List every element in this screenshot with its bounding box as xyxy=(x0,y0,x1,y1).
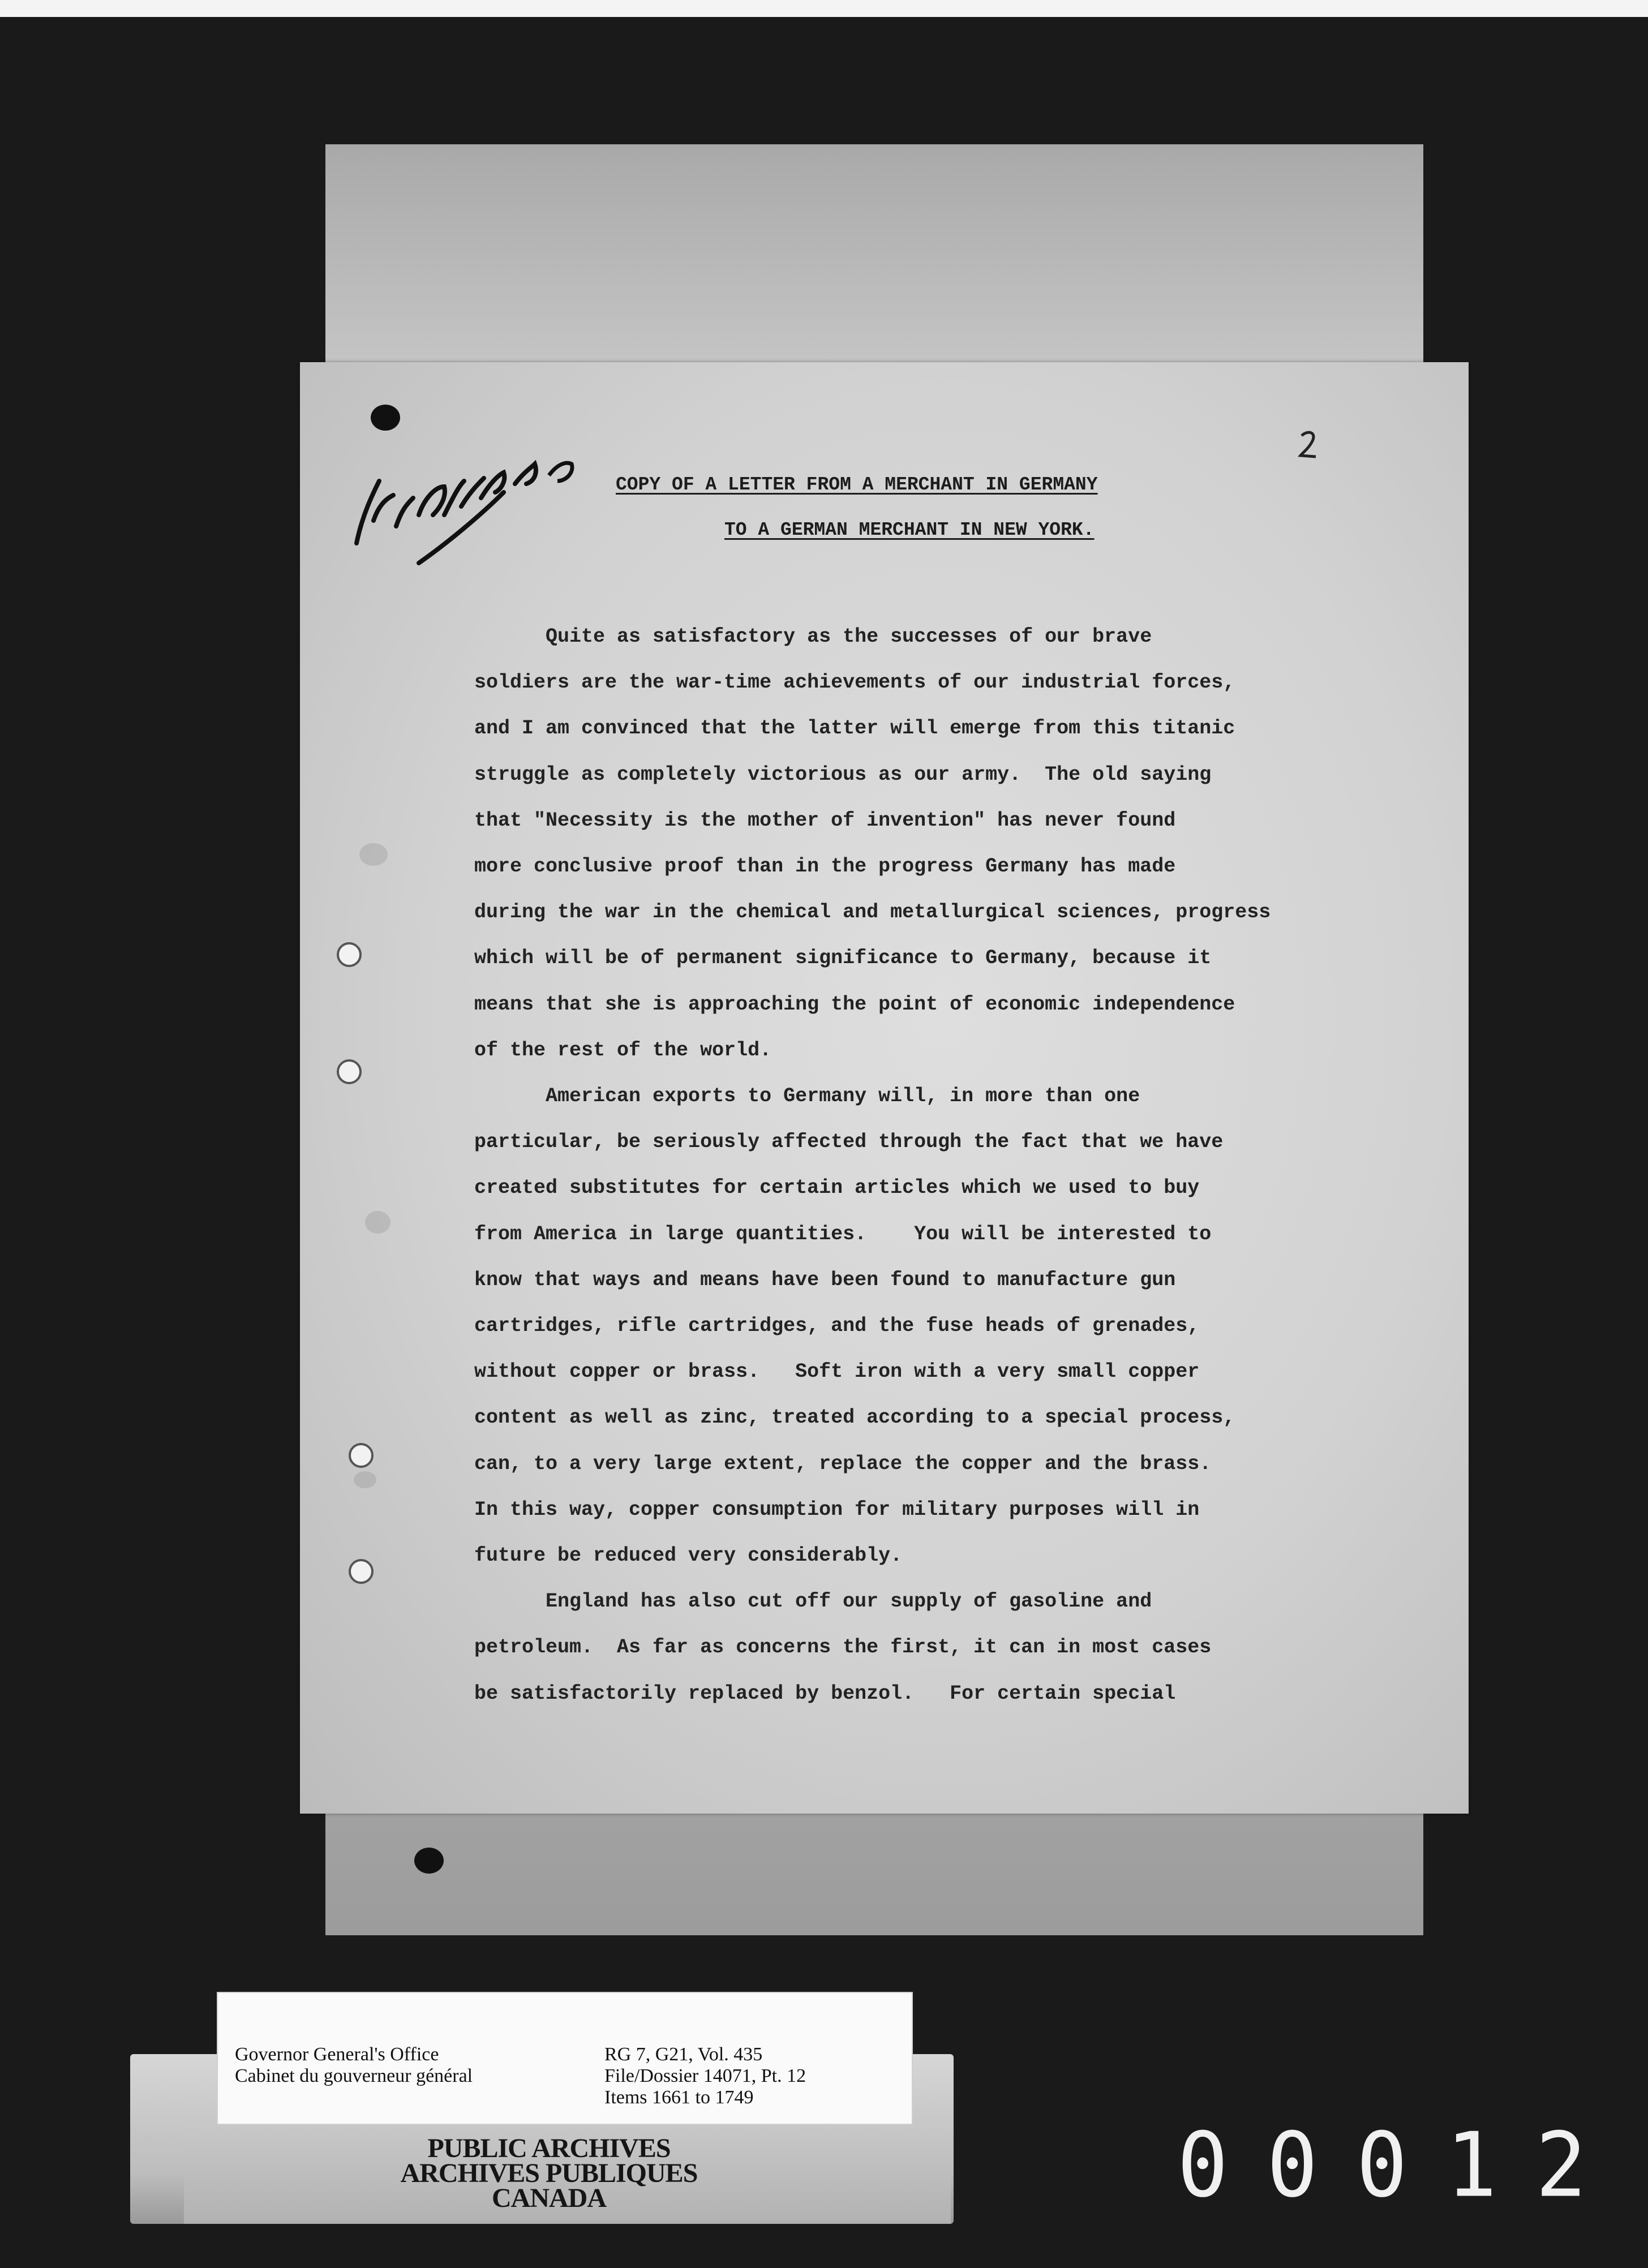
reference-items: Items 1661 to 1749 xyxy=(604,2087,754,2108)
stamp-line3: CANADA xyxy=(492,2183,606,2213)
archive-office xyxy=(235,2044,473,2087)
body-line: be satisfactorily replaced by benzol. For certain special xyxy=(474,1682,1176,1705)
body-line: content as well as zinc, treated according to a special process, xyxy=(474,1406,1235,1429)
punch-hole-top xyxy=(371,405,400,431)
letter-body xyxy=(474,614,1414,1717)
public-archives-stamp xyxy=(362,2133,736,2213)
smudge xyxy=(365,1211,390,1234)
office-french: Cabinet du gouverneur général xyxy=(235,2065,473,2086)
letter-title-line1: COPY OF A LETTER FROM A MERCHANT IN GERMANY xyxy=(616,474,1098,495)
body-line: means that she is approaching the point of economic independence xyxy=(474,993,1235,1016)
handwritten-note xyxy=(334,430,583,566)
body-line: without copper or brass. Soft iron with a very small copper xyxy=(474,1360,1200,1384)
body-line: England has also cut off our supply of gasoline and xyxy=(474,1590,1152,1613)
body-line: more conclusive proof than in the progress Germany has made xyxy=(474,855,1176,878)
punch-hole xyxy=(349,1559,374,1584)
punch-hole xyxy=(337,1059,362,1084)
body-line: struggle as completely victorious as our army. The old saying xyxy=(474,763,1212,786)
body-line: of the rest of the world. xyxy=(474,1038,772,1062)
punch-hole xyxy=(337,942,362,967)
office-english: Governor General's Office xyxy=(235,2044,439,2065)
body-line: cartridges, rifle cartridges, and the fuse heads of grenades, xyxy=(474,1315,1200,1338)
body-line: from America in large quantities. You will be interested to xyxy=(474,1222,1212,1245)
page-mark xyxy=(1296,427,1324,461)
frame-number: 00012 xyxy=(1177,2114,1625,2218)
stamp-line1: PUBLIC ARCHIVES xyxy=(427,2133,671,2163)
smudge xyxy=(354,1471,376,1488)
letter-title-line2: TO A GERMAN MERCHANT IN NEW YORK. xyxy=(724,519,1095,540)
body-line: know that ways and means have been found to manufacture gun xyxy=(474,1268,1176,1291)
body-line: future be reduced very considerably. xyxy=(474,1544,903,1567)
body-line: and I am convinced that the latter will emerge from this titanic xyxy=(474,717,1235,740)
body-line: petroleum. As far as concerns the first, it can in most cases xyxy=(474,1636,1212,1659)
body-line: In this way, copper consumption for military purposes will in xyxy=(474,1498,1200,1521)
punch-hole-bottom xyxy=(414,1848,444,1874)
body-line: which will be of permanent significance to Germany, because it xyxy=(474,947,1212,970)
reference-volume: RG 7, G21, Vol. 435 xyxy=(604,2044,763,2065)
stamp-line2: ARCHIVES PUBLIQUES xyxy=(400,2158,698,2188)
smudge xyxy=(359,843,388,866)
body-line: particular, be seriously affected through the fact that we have xyxy=(474,1131,1224,1154)
body-line: created substitutes for certain articles which we used to buy xyxy=(474,1176,1200,1200)
archive-reference xyxy=(604,2044,806,2108)
body-line: soldiers are the war-time achievements of our industrial forces, xyxy=(474,671,1235,694)
archive-label xyxy=(217,1992,913,2125)
body-line: can, to a very large extent, replace the copper and the brass. xyxy=(474,1452,1212,1475)
body-line: during the war in the chemical and metallurgical sciences, progress xyxy=(474,901,1271,924)
body-line: American exports to Germany will, in more than one xyxy=(474,1085,1140,1108)
body-line: that "Necessity is the mother of invention" has never found xyxy=(474,809,1176,832)
punch-hole xyxy=(349,1443,374,1468)
body-line: Quite as satisfactory as the successes of our brave xyxy=(474,625,1152,648)
reference-file: File/Dossier 14071, Pt. 12 xyxy=(604,2065,806,2086)
film-edge xyxy=(0,0,1648,17)
